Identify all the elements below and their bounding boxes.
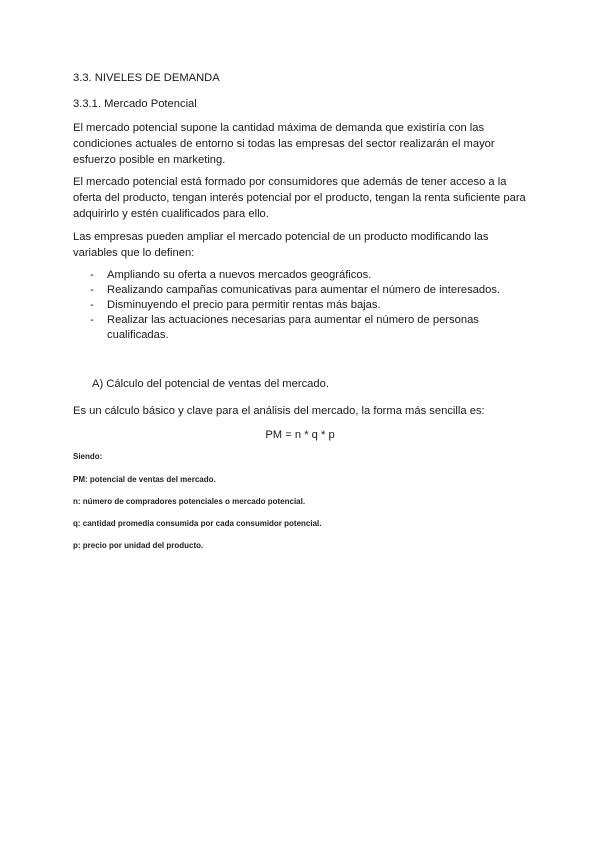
section-title: 3.3. NIVELES DE DEMANDA [73,72,220,84]
dash-marker: - [90,284,94,296]
definition-p: p: precio por unidad del producto. [73,541,204,550]
list-item: - Ampliando su oferta a nuevos mercados geográficos. [90,269,372,281]
list-item: - Realizando campañas comunicativas para aumentar el número de interesados. [90,284,501,296]
dash-marker: - [90,299,94,311]
paragraph-2: El mercado potencial está formado por consumidores que además de tener acceso a la oferta del producto, tengan interés potencial por el producto, tengan la renta suficiente para adquirirlo y estén cualificados para ello. [73,176,526,220]
definition-siendo: Siendo: [73,452,103,461]
formula-intro: Es un cálculo básico y clave para el análisis del mercado, la forma más sencilla es: [73,405,485,417]
paragraph-3: Las empresas pueden ampliar el mercado potencial de un producto modificando las variables que lo definen: [73,231,489,259]
formula: PM = n * q * p [265,429,335,441]
paragraph-1: El mercado potencial supone la cantidad máxima de demanda que existiría con las condiciones actuales de entorno si todas las empresas del sector realizarán el mayor esfuerzo posible en marketing. [73,122,495,166]
calc-subheading: A) Cálculo del potencial de ventas del mercado. [92,378,329,390]
dash-marker: - [90,269,94,281]
list-item: - Realizar las actuaciones necesarias para aumentar el número de personas cualificadas. [90,314,479,341]
bullet-list [90,268,510,343]
definition-pm: PM: potencial de ventas del mercado. [73,475,216,484]
list-item: - Disminuyendo el precio para permitir rentas más bajas. [90,299,381,311]
definition-n: n: número de compradores potenciales o mercado potencial. [73,497,306,506]
dash-marker: - [90,314,94,326]
subsection-title: 3.3.1. Mercado Potencial [73,98,197,110]
definition-q: q: cantidad promedia consumida por cada consumidor potencial. [73,519,322,528]
